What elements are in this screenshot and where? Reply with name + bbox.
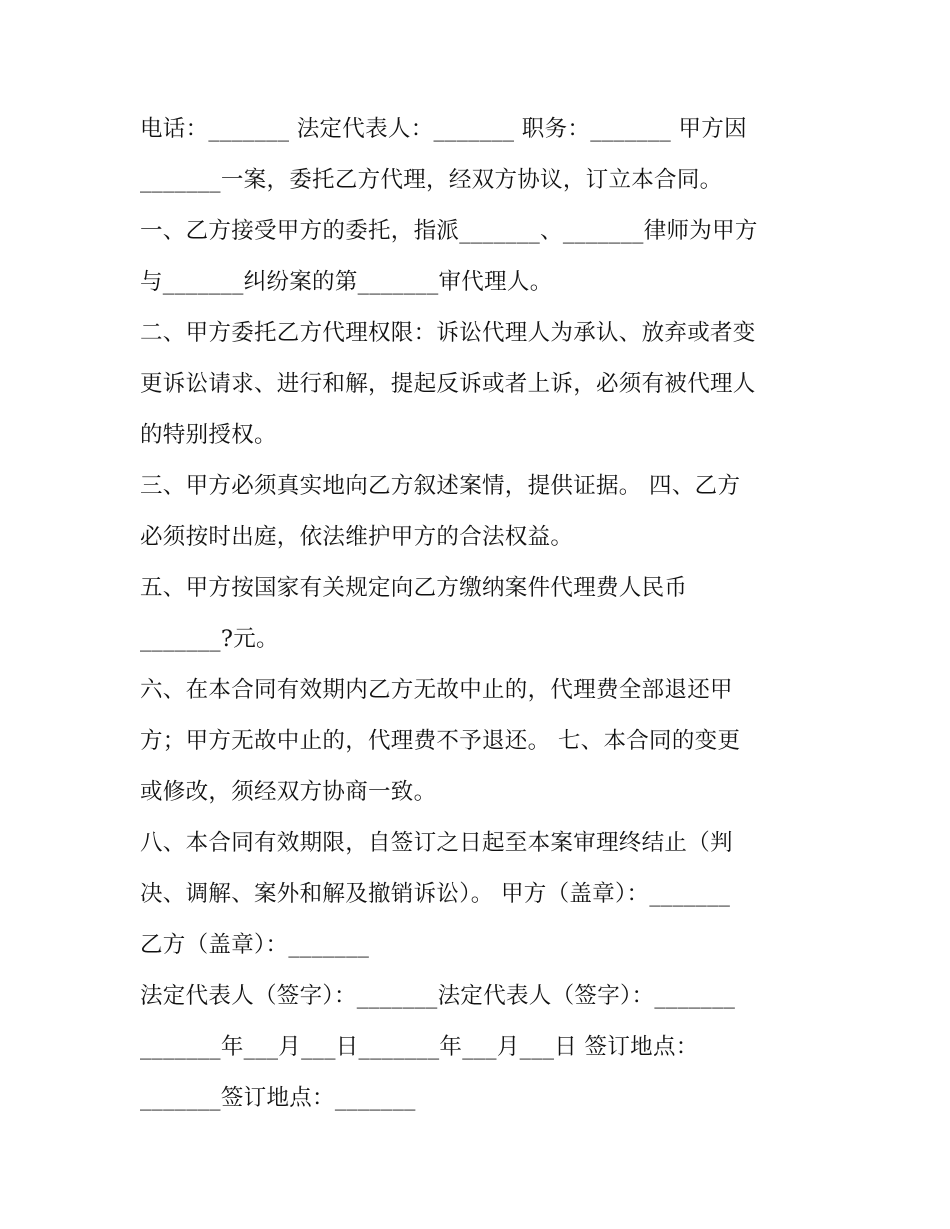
text-line: 八、本合同有效期限，自签订之日起至本案审理终结止（判 [140,830,733,856]
text-line: 电话：_______ 法定代表人：_______ 职务：_______ 甲方因 [140,116,747,142]
text-line: 法定代表人（签字）：_______法定代表人（签字）：_______ [140,983,736,1009]
text-line: 的特别授权。 [140,422,277,448]
text-line: 必须按时出庭，依法维护甲方的合法权益。 [140,524,574,550]
text-line: _______签订地点：_______ [140,1085,416,1111]
text-line: 三、甲方必须真实地向乙方叙述案情，提供证据。 四、乙方 [140,473,741,499]
text-line: 六、在本合同有效期内乙方无故中止的，代理费全部退还甲 [140,677,733,703]
text-line: 乙方（盖章）：_______ [140,932,370,958]
text-line: _______?元。 [140,626,279,652]
text-line: 二、甲方委托乙方代理权限：诉讼代理人为承认、放弃或者变 [140,320,756,346]
text-line: 或修改，须经双方协商一致。 [140,779,437,805]
text-line: 方；甲方无故中止的，代理费不予退还。 七、本合同的变更 [140,728,741,754]
text-line: 五、甲方按国家有关规定向乙方缴纳案件代理费人民币 [140,575,688,601]
text-line: 决、调解、案外和解及撤销诉讼）。 甲方（盖章）：_______ [140,881,731,907]
text-line: 与_______纠纷案的第_______审代理人。 [140,269,553,295]
text-line: 一、乙方接受甲方的委托，指派_______、_______律师为甲方 [140,218,758,244]
text-line: 更诉讼请求、进行和解，提起反诉或者上诉，必须有被代理人 [140,371,756,397]
text-line: _______一案，委托乙方代理，经双方协议，订立本合同。 [140,167,723,193]
contract-body [140,104,820,1124]
text-line: _______年___月___日_______年___月___日 签订地点： [140,1034,699,1060]
